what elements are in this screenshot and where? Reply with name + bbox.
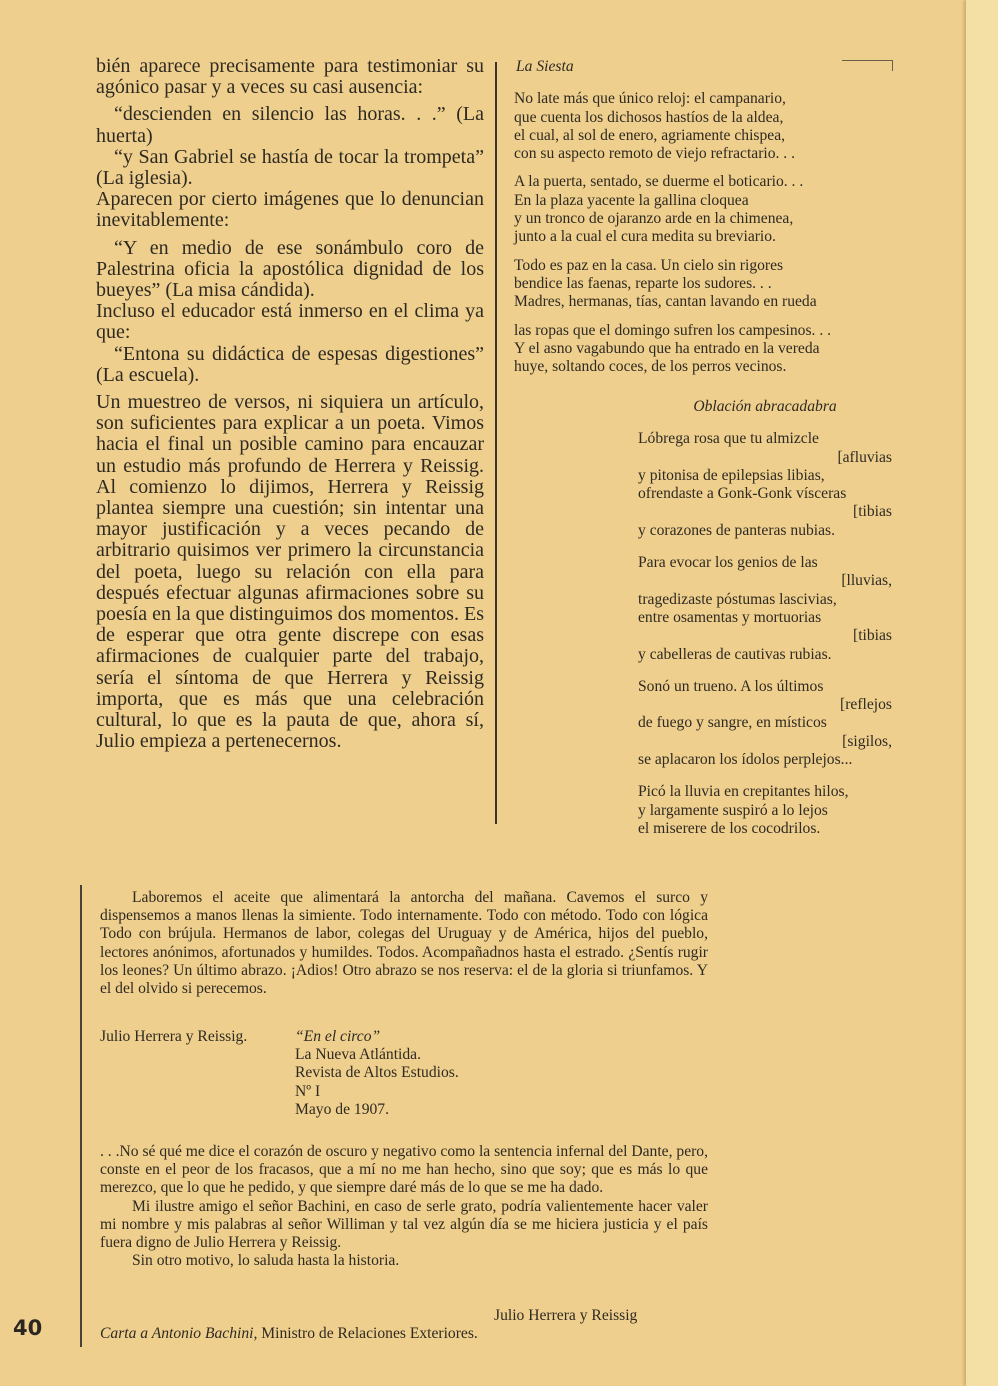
page-number: 40 (13, 1316, 43, 1340)
citation-work-title: “En el circo” (295, 1028, 381, 1045)
quote-en-el-circo (100, 889, 708, 998)
verse-line: que cuenta los dichosos hastíos de la aldea, (514, 108, 784, 126)
verse-line: Todo es paz en la casa. Un cielo sin rigores (514, 256, 784, 274)
verse-line: Y el asno vagabundo que ha entrado en la vereda (514, 339, 820, 357)
verse-line: A la puerta, sentado, se duerme el boticario. . . (514, 173, 804, 191)
verse-line: de fuego y sangre, en místicos (638, 714, 827, 732)
letter-paragraph: Mi ilustre amigo el señor Bachini, en caso de serle grato, podría valientemente hacer valer mi nombre y mis palabras al señor Williman y tal vez algún día se me hiciera justicia y el país fuera digno de Julio Herrera y Reissig. (100, 1197, 708, 1252)
citation-author: Julio Herrera y Reissig. (100, 1028, 248, 1045)
verse-line: No late más que único reloj: el campanario, (514, 90, 786, 108)
quote-line: “Entona su didáctica de espesas digestiones” (La escuela). (96, 342, 484, 386)
letter-paragraph: Sin otro motivo, lo saluda hasta la historia. (132, 1252, 400, 1270)
quote-text: Laboremos el aceite que alimentará la antorcha del mañana. Cavemos el surco y dispensemos a manos llenas la simiente. Todo internamente. Todo con método. Todo con lógica Todo con brújula. Hermanos de labor, colegas del Uruguay y de América, hijos del pueblo, lectores anónimos, afortunados y humildes. Todos. Acompañadnos hasta el estrado. ¿Sentís rugir los leones? Un último abrazo. ¡Adios! Otro abrazo se nos reserva: el de la gloria si triunfamos. Y el del olvido si perecemos. (100, 889, 708, 998)
verse-continuation: [tibias (853, 503, 892, 521)
paragraph: Incluso el educador está inmerso en el clima ya que: (96, 300, 484, 344)
column-divider (495, 62, 497, 824)
verse-line: Para evocar los genios de las (638, 554, 818, 572)
verse-line: Picó la lluvia en crepitantes hilos, (638, 783, 849, 801)
paragraph: Aparecen por cierto imágenes que lo denuncian inevitablemente: (96, 188, 484, 232)
citation-line: Nº I (295, 1082, 321, 1100)
verse-continuation: [afluvias (837, 448, 892, 466)
verse-continuation: [tibias (853, 627, 892, 645)
verse-line: Madres, hermanas, tías, cantan lavando en rueda (514, 293, 817, 311)
citation-line: La Nueva Atlántida. (295, 1046, 422, 1064)
poem-body (638, 430, 892, 838)
stanza (638, 554, 892, 664)
verse-line: Lóbrega rosa que tu almizcle (638, 430, 819, 448)
letter-source-note (100, 1325, 478, 1343)
stanza (638, 783, 892, 838)
letter-paragraph: . . .No sé qué me dice el corazón de oscuro y negativo como la sentencia infernal del Dante, pero, conste en el peor de los fracasos, que a mí no me han hecho, sino que soy; que es más lo que merezco, que lo que he pedido, y que siempre daré más de lo que se me ha dado. (100, 1143, 708, 1197)
letter-excerpt (100, 1143, 708, 1270)
poem-title: Oblación abracadabra (693, 398, 837, 415)
citation-line: Revista de Altos Estudios. (295, 1064, 459, 1082)
page-edge (966, 0, 998, 1386)
quote-line: “descienden en silencio las horas. . .” (La huerta) (96, 103, 484, 147)
verse-line: y un tronco de ojaranzo arde en la chimenea, (514, 210, 794, 228)
verse-line: se aplacaron los ídolos perplejos... (638, 751, 853, 769)
verse-line: En la plaza yacente la gallina cloquea (514, 191, 749, 209)
stanza (514, 322, 894, 377)
letter-source-title: Carta a Antonio Bachini, (100, 1325, 258, 1342)
verse-line: tragedizaste póstumas lascivias, (638, 590, 837, 608)
stanza (514, 173, 894, 246)
citation-source (295, 1028, 459, 1119)
verse-line: bendice las faenas, reparte los sudores. . . (514, 274, 772, 292)
poem-title: La Siesta (516, 58, 574, 75)
poem-la-siesta (514, 58, 894, 386)
verse-line: las ropas que el domingo sufren los campesinos. . . (514, 321, 832, 339)
verse-line: y pitonisa de epilepsias libias, (638, 466, 825, 484)
verse-line: el miserere de los cocodrilos. (638, 819, 821, 837)
verse-line: entre osamentas y mortuorias (638, 608, 822, 626)
verse-line: y corazones de panteras nubias. (638, 521, 836, 539)
verse-line: Sonó un trueno. A los últimos (638, 677, 824, 695)
letter-signature: Julio Herrera y Reissig (494, 1307, 638, 1324)
letter-source-rest: Ministro de Relaciones Exteriores. (257, 1325, 478, 1342)
stanza (638, 430, 892, 540)
stanza (514, 257, 894, 312)
paragraph: Un muestreo de versos, ni siquiera un artículo, son suficientes para explicar a un poeta. Vimos hacia el final un posible camino para encauzar un estudio más profundo de Herrera y Reissig. Al comienzo lo dijimos, Herrera y Reissig plantea siempre una cuestión; sin intentar una mayor justificación y a veces pecando de arbitrario quisimos ver primero la circunstancia del poeta, luego su relación con ella para después efectuar algunas afirmaciones sobre su poesía en la que distinguimos dos momentos. Es de esperar que otra gente discrepe con esas afirmaciones de cualquier parte del trabajo, sería el síntoma de que Herrera y Reissig importa, que es más que una celebración cultural, lo que es la pauta de que, ahora sí, Julio empieza a pertenecernos. (96, 391, 484, 753)
quote-line: “Y en medio de ese sonámbulo coro de Palestrina oficia la apostólica dignidad de los bueyes” (La misa cándida). (96, 236, 484, 302)
verse-line: y cabelleras de cautivas rubias. (638, 645, 832, 663)
verse-continuation: [sigilos, (842, 732, 892, 750)
citation-line: Mayo de 1907. (295, 1100, 389, 1118)
verse-continuation: [reflejos (840, 696, 892, 714)
left-column (96, 56, 484, 753)
verse-line: y largamente suspiró a lo lejos (638, 801, 828, 819)
stanza (514, 90, 894, 163)
quote-margin-rule (80, 885, 82, 1347)
stanza (638, 678, 892, 769)
poem-oblacion-abracadabra (638, 398, 892, 852)
verse-line: huye, soltando coces, de los perros vecinos. (514, 358, 787, 376)
paragraph: bién aparece precisamente para testimoniar su agónico pasar y a veces su casi ausencia: (96, 55, 484, 99)
verse-line: ofrendaste a Gonk-Gonk vísceras (638, 485, 847, 503)
verse-continuation: [lluvias, (841, 572, 892, 590)
verse-line: junto a la cual el cura medita su breviario. (514, 228, 776, 246)
verse-line: el cual, al sol de enero, agriamente chispea, (514, 126, 786, 144)
quote-line: “y San Gabriel se hastía de tocar la trompeta” (La iglesia). (96, 145, 484, 190)
verse-line: con su aspecto remoto de viejo refractario. . . (514, 145, 796, 163)
